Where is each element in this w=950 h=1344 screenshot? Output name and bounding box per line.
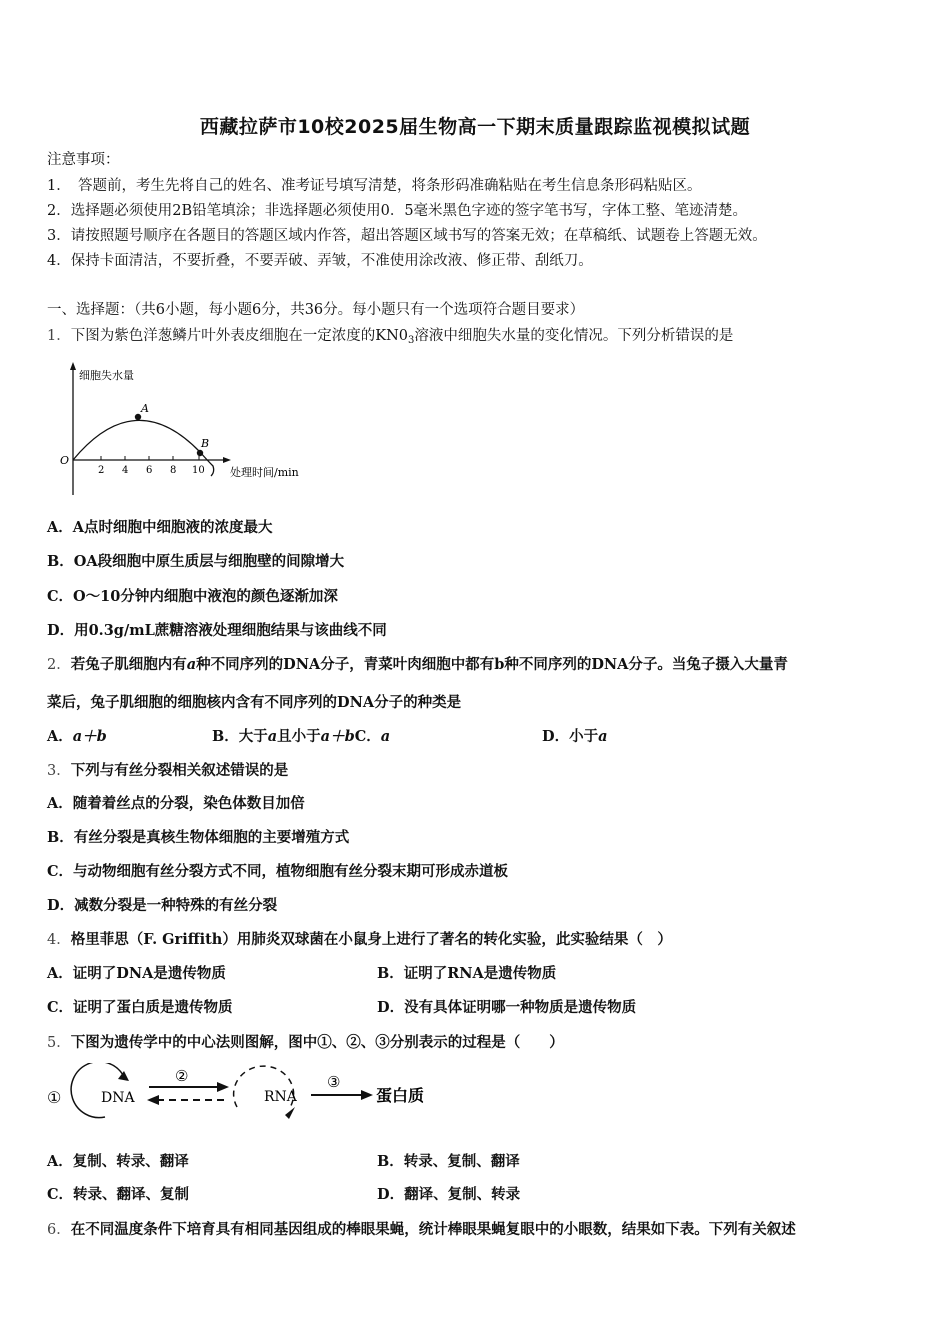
x-axis-label: 处理时间/min bbox=[230, 466, 299, 479]
q3-option-c[interactable]: C．与动物细胞有丝分裂方式不同，植物细胞有丝分裂末期可形成赤道板 bbox=[47, 863, 509, 880]
x-tick-label: 10 bbox=[192, 465, 205, 476]
q3-option-a[interactable]: A．随着着丝点的分裂，染色体数目加倍 bbox=[47, 795, 305, 812]
q1-option-c[interactable]: C．O～10分钟内细胞中液泡的颜色逐渐加深 bbox=[47, 588, 338, 605]
x-tick-label: 8 bbox=[170, 465, 177, 476]
q5-options-row1 bbox=[47, 1152, 520, 1172]
q6-stem: 6．在不同温度条件下培育具有相同基因组成的棒眼果蝇，统计棒眼果蝇复眼中的小眼数，结果如下表。下列有关叙述 bbox=[47, 1221, 796, 1238]
process-1-label: ① bbox=[47, 1088, 62, 1107]
notice-item: 3．请按照题号顺序在各题目的答题区域内作答，超出答题区域书写的答案无效；在草稿纸、试题卷上答题无效。 bbox=[47, 228, 767, 244]
q6-number: 6． bbox=[47, 1222, 71, 1238]
section-heading: 一、选择题：（共6小题，每小题6分，共36分。每小题只有一个选项符合题目要求） bbox=[47, 302, 585, 318]
q5-number: 5． bbox=[47, 1035, 71, 1051]
q5-option-b[interactable]: B．转录、复制、翻译 bbox=[377, 1153, 520, 1170]
q2-option-b[interactable]: B．大于a且小于a＋bC．a bbox=[212, 728, 391, 745]
q3-option-b[interactable]: B．有丝分裂是真核生物体细胞的主要增殖方式 bbox=[47, 829, 350, 846]
point-a-label: A bbox=[141, 402, 149, 415]
q1-stem: 1．下图为紫色洋葱鳞片叶外表皮细胞在一定浓度的$KN0_3$溶液中细胞失水量的变化情况。下列分析错误的是 bbox=[47, 328, 734, 346]
page-title: 西藏拉萨市10校2025届生物高一下期末质量跟踪监视模拟试题 bbox=[199, 116, 751, 138]
q4-option-d[interactable]: D．没有具体证明哪一种物质是遗传物质 bbox=[377, 999, 637, 1016]
y-axis-label: 细胞失水量 bbox=[79, 369, 134, 382]
q5-option-d[interactable]: D．翻译、复制、转录 bbox=[377, 1186, 521, 1203]
q5-option-a[interactable]: A．复制、转录、翻译 bbox=[47, 1153, 189, 1170]
x-tick-label: 4 bbox=[122, 465, 129, 476]
q2-options-row bbox=[47, 727, 608, 747]
q1-number: 1． bbox=[47, 328, 71, 344]
q3-stem: 3．下列与有丝分裂相关叙述错误的是 bbox=[47, 762, 289, 779]
q5-stem: 5．下图为遗传学中的中心法则图解，图中①、②、③分别表示的过程是（ ） bbox=[47, 1034, 564, 1051]
q2-number: 2． bbox=[47, 657, 71, 673]
q2-option-a[interactable]: A．a＋b bbox=[47, 728, 107, 745]
q1-option-a[interactable]: A．A点时细胞中细胞液的浓度最大 bbox=[47, 519, 273, 536]
central-dogma-diagram bbox=[45, 1063, 445, 1133]
x-tick-label: 2 bbox=[98, 465, 105, 476]
origin-label: O bbox=[60, 454, 70, 467]
q4-option-c[interactable]: C．证明了蛋白质是遗传物质 bbox=[47, 999, 233, 1016]
process-3-label: ③ bbox=[327, 1073, 341, 1091]
protein-label: 蛋白质 bbox=[376, 1086, 425, 1105]
notice-item: 4．保持卡面清洁，不要折叠，不要弄破、弄皱，不准使用涂改液、修正带、刮纸刀。 bbox=[47, 253, 593, 269]
q2-stem-line2: 菜后，兔子肌细胞的细胞核内含有不同序列的DNA分子的种类是 bbox=[47, 694, 462, 711]
q2-stem-line1: 2．若兔子肌细胞内有a种不同序列的DNA分子，青菜叶肉细胞中都有b种不同序列的DNA分子。当兔子摄入大量青 bbox=[47, 656, 788, 673]
q5-option-c[interactable]: C．转录、翻译、复制 bbox=[47, 1186, 190, 1203]
notice-item: 2．选择题必须使用2B铅笔填涂；非选择题必须使用0．5毫米黑色字迹的签字笔书写，字体工整、笔迹清楚。 bbox=[47, 203, 748, 219]
process-2-label: ② bbox=[175, 1067, 189, 1085]
q2-option-d[interactable]: D．小于a bbox=[542, 728, 608, 745]
q4-options-row1 bbox=[47, 964, 557, 984]
dna-label: DNA bbox=[101, 1090, 135, 1106]
q4-options-row2 bbox=[47, 998, 637, 1018]
notice-item: 1． 答题前，考生先将自己的姓名、准考证号填写清楚，将条形码准确粘贴在考生信息条形码粘贴区。 bbox=[47, 178, 702, 194]
q4-option-b[interactable]: B．证明了RNA是遗传物质 bbox=[377, 965, 557, 982]
q2-option-c[interactable]: C．a bbox=[354, 728, 391, 745]
q4-number: 4． bbox=[47, 932, 71, 948]
q4-option-a[interactable]: A．证明了DNA是遗传物质 bbox=[47, 965, 226, 982]
q5-options-row2 bbox=[47, 1185, 521, 1205]
q3-option-d[interactable]: D．减数分裂是一种特殊的有丝分裂 bbox=[47, 897, 278, 914]
water-loss-chart bbox=[55, 360, 315, 500]
point-b-label: B bbox=[201, 437, 210, 450]
x-tick-label: 6 bbox=[146, 465, 153, 476]
q4-stem: 4．格里菲思（F. Griffith）用肺炎双球菌在小鼠身上进行了著名的转化实验，此实验结果（ ） bbox=[47, 931, 672, 948]
q1-option-b[interactable]: B．OA段细胞中原生质层与细胞壁的间隙增大 bbox=[47, 553, 345, 570]
q1-option-d[interactable]: D．用0.3g/mL蔗糖溶液处理细胞结果与该曲线不同 bbox=[47, 622, 387, 639]
q3-number: 3． bbox=[47, 763, 71, 779]
notice-heading: 注意事项： bbox=[47, 152, 120, 168]
rna-label: RNA bbox=[264, 1089, 297, 1105]
